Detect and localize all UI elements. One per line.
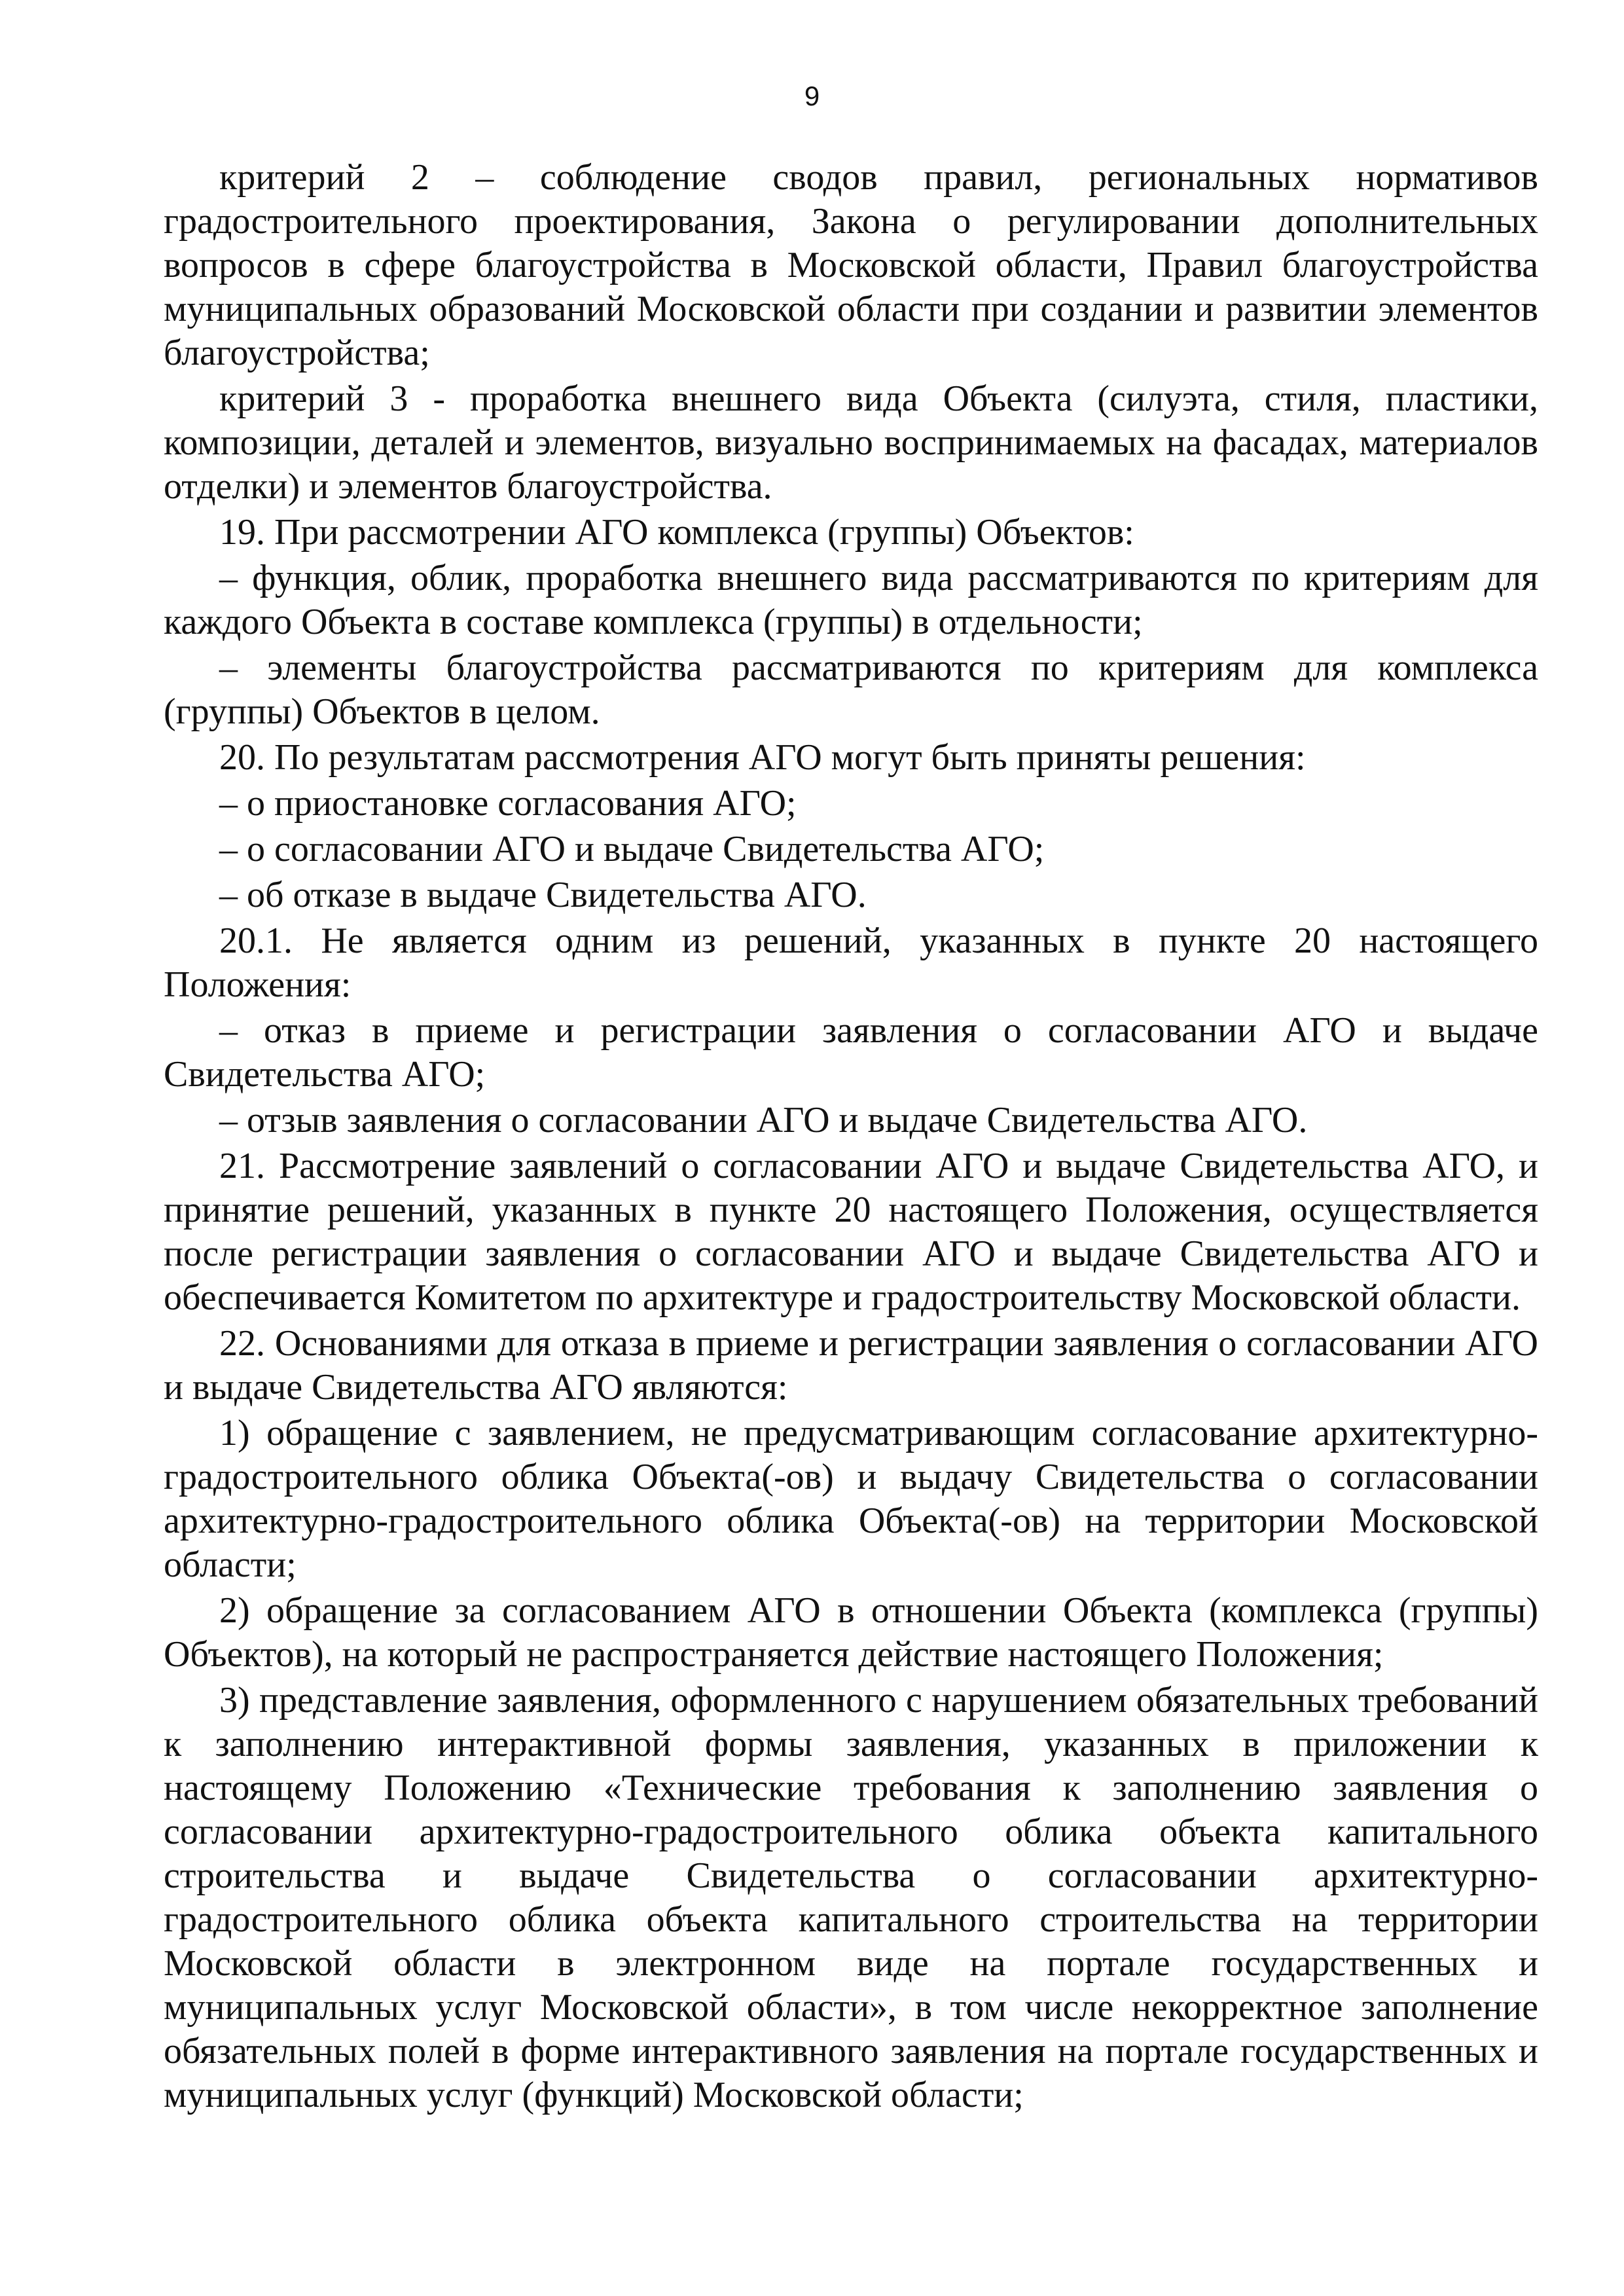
- clause-20-1-heading: 20.1. Не является одним из решений, указанных в пункте 20 настоящего Положения:: [164, 920, 1538, 1005]
- clause-22-heading: 22. Основаниями для отказа в приеме и регистрации заявления о согласовании АГО и выдаче Свидетельства АГО являются:: [164, 1323, 1538, 1408]
- document-body: [164, 156, 1538, 2119]
- clause-20-item-refusal: – об отказе в выдаче Свидетельства АГО.: [219, 875, 867, 915]
- criterion-2-paragraph: критерий 2 – соблюдение сводов правил, региональных нормативов градостроительного проектирования, Закона о регулировании дополнительных вопросов в сфере благоустройства в Московской области, Правил благоустройства муниципальных образований Московской области при создании и развитии элементов благоустройства;: [164, 157, 1538, 373]
- clause-19-item-function: – функция, облик, проработка внешнего вида рассматриваются по критериям для каждого Объекта в составе комплекса (группы) в отдельности;: [164, 558, 1538, 642]
- clause-22-item-3: 3) представление заявления, оформленного с нарушением обязательных требований к заполнению интерактивной формы заявления, указанных в приложении к настоящему Положению «Технические требования к заполнению заявления о согласовании архитектурно-градостроительного облика объекта капитального строительства и выдаче Свидетельства о согласовании архитектурно-градостроительного облика объекта капитального строительства на территории Московской области в электронном виде на портале государственных и муниципальных услуг Московской области», в том числе некорректное заполнение обязательных полей в форме интерактивного заявления на портале государственных и муниципальных услуг (функций) Московской области;: [164, 1680, 1538, 2115]
- page-number: 9: [804, 81, 820, 111]
- clause-20-1-item-refusal-registration: – отказ в приеме и регистрации заявления о согласовании АГО и выдаче Свидетельства АГО;: [164, 1010, 1538, 1095]
- criterion-3-paragraph: критерий 3 - проработка внешнего вида Объекта (силуэта, стиля, пластики, композиции, деталей и элементов, визуально воспринимаемых на фасадах, материалов отделки) и элементов благоустройства.: [164, 378, 1538, 507]
- clause-19-item-landscaping: – элементы благоустройства рассматриваются по критериям для комплекса (группы) Объектов в целом.: [164, 647, 1538, 732]
- clause-19-heading: 19. При рассмотрении АГО комплекса (группы) Объектов:: [219, 512, 1134, 553]
- clause-20-heading: 20. По результатам рассмотрения АГО могут быть приняты решения:: [219, 737, 1306, 778]
- clause-20-item-suspension: – о приостановке согласования АГО;: [219, 783, 797, 824]
- clause-22-item-2: 2) обращение за согласованием АГО в отношении Объекта (комплекса (группы) Объектов), на который не распространяется действие настоящего Положения;: [164, 1590, 1538, 1675]
- clause-22-item-1: 1) обращение с заявлением, не предусматривающим согласование архитектурно-градостроительного облика Объекта(-ов) и выдачу Свидетельства о согласовании архитектурно-градостроительного облика Объекта(-ов) на территории Московской области;: [164, 1413, 1538, 1585]
- clause-20-item-approval: – о согласовании АГО и выдаче Свидетельства АГО;: [219, 829, 1045, 869]
- clause-20-1-item-withdrawal: – отзыв заявления о согласовании АГО и выдаче Свидетельства АГО.: [219, 1100, 1308, 1140]
- clause-21-paragraph: 21. Рассмотрение заявлений о согласовании АГО и выдаче Свидетельства АГО, и принятие решений, указанных в пункте 20 настоящего Положения, осуществляется после регистрации заявления о согласовании АГО и выдаче Свидетельства АГО и обеспечивается Комитетом по архитектуре и градостроительству Московской области.: [164, 1146, 1538, 1318]
